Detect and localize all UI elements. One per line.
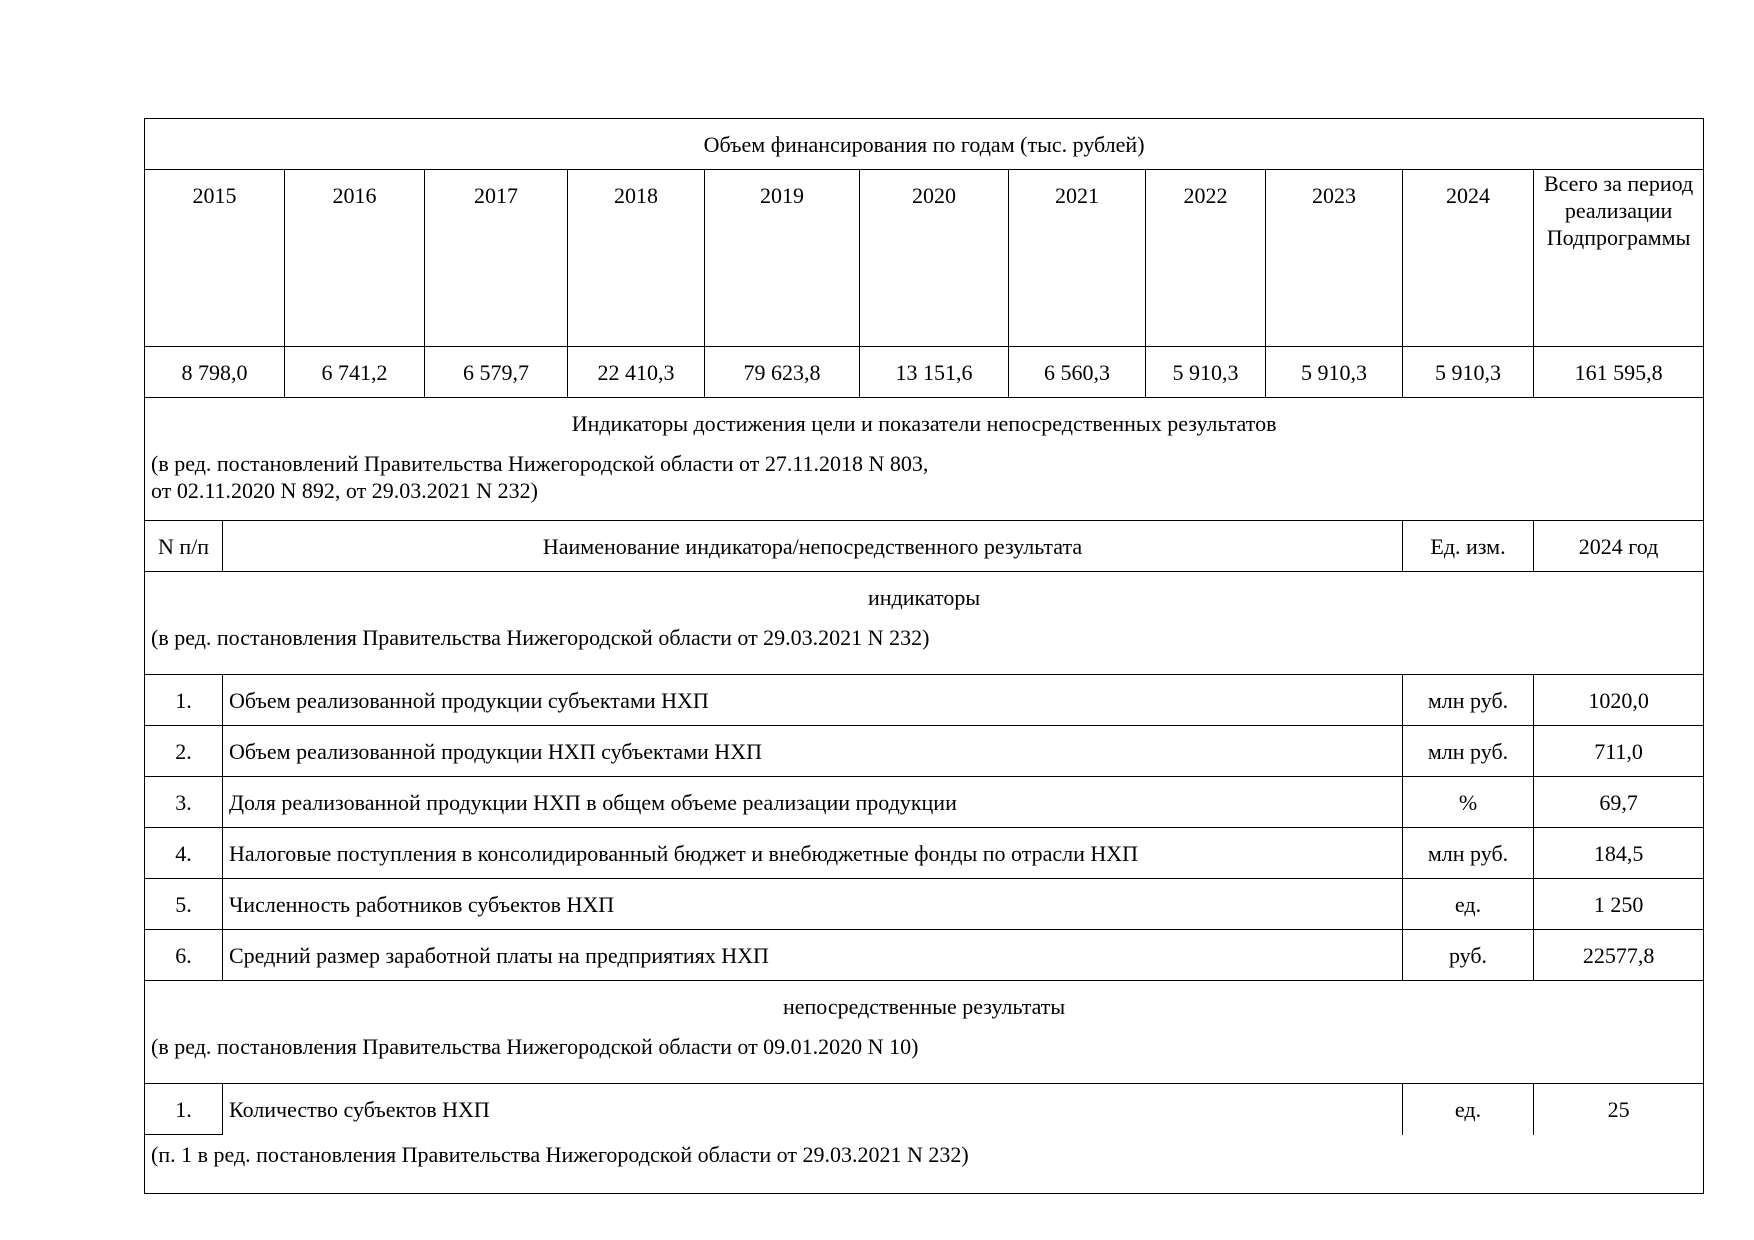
row-value: 69,7: [1534, 777, 1704, 828]
year-value: 13 151,6: [860, 347, 1009, 398]
year-header: 2019: [705, 170, 860, 347]
year-value: 5 910,3: [1266, 347, 1403, 398]
results-tail-note: (п. 1 в ред. постановления Правительства Нижегородской области от 29.03.2021 N 232): [145, 1135, 1704, 1194]
year-value: 6 579,7: [425, 347, 568, 398]
year-value: 5 910,3: [1403, 347, 1534, 398]
results-title: непосредственные результаты: [145, 981, 1704, 1032]
row-unit: %: [1403, 777, 1534, 828]
row-unit: млн руб.: [1403, 675, 1534, 726]
year-header: 2015: [145, 170, 285, 347]
year-header: 2024: [1403, 170, 1534, 347]
results-note: (в ред. постановления Правительства Нижегородской области от 09.01.2020 N 10): [145, 1031, 1704, 1084]
year-header: 2022: [1146, 170, 1266, 347]
year-header: 2018: [568, 170, 705, 347]
year-value: 6 741,2: [285, 347, 425, 398]
note-line: (в ред. постановлений Правительства Нижегородской области от 27.11.2018 N 803,: [151, 451, 929, 476]
col-name-header: Наименование индикатора/непосредственного результата: [223, 521, 1403, 572]
year-value: 8 798,0: [145, 347, 285, 398]
financing-title: Объем финансирования по годам (тыс. рублей): [145, 119, 1704, 170]
note-line: от 02.11.2020 N 892, от 29.03.2021 N 232): [151, 478, 538, 503]
table-row: [145, 930, 1704, 981]
indicators-note: (в ред. постановления Правительства Нижегородской области от 29.03.2021 N 232): [145, 622, 1704, 675]
col-year-header: 2024 год: [1534, 521, 1704, 572]
year-header: 2016: [285, 170, 425, 347]
total-value: 161 595,8: [1534, 347, 1704, 398]
row-unit: ед.: [1403, 1084, 1534, 1135]
total-header: Всего за период реализации Подпрограммы: [1534, 170, 1704, 347]
row-name: Средний размер заработной платы на предприятиях НХП: [223, 930, 1403, 981]
row-name: Налоговые поступления в консолидированный бюджет и внебюджетные фонды по отрасли НХП: [223, 828, 1403, 879]
table-row: [145, 675, 1704, 726]
indicator-columns-header: [145, 521, 1704, 572]
year-header: 2023: [1266, 170, 1403, 347]
year-header: 2020: [860, 170, 1009, 347]
col-num-header: N п/п: [145, 521, 223, 572]
row-unit: ед.: [1403, 879, 1534, 930]
row-value: 1020,0: [1534, 675, 1704, 726]
table-row: [145, 1084, 1704, 1135]
indicators-section-note: [145, 448, 1704, 521]
financing-values-row: [145, 347, 1704, 398]
col-unit-header: Ед. изм.: [1403, 521, 1534, 572]
indicators-title: индикаторы: [145, 572, 1704, 623]
indicators-section-title: Индикаторы достижения цели и показатели непосредственных результатов: [145, 398, 1704, 449]
row-name: Численность работников субъектов НХП: [223, 879, 1403, 930]
row-num: 2.: [145, 726, 223, 777]
row-name: Объем реализованной продукции субъектами НХП: [223, 675, 1403, 726]
row-name: Объем реализованной продукции НХП субъектами НХП: [223, 726, 1403, 777]
row-value: 22577,8: [1534, 930, 1704, 981]
row-num: 4.: [145, 828, 223, 879]
table-row: [145, 879, 1704, 930]
row-unit: млн руб.: [1403, 726, 1534, 777]
row-value: 184,5: [1534, 828, 1704, 879]
row-name: Количество субъектов НХП: [223, 1084, 1403, 1135]
row-unit: млн руб.: [1403, 828, 1534, 879]
row-name: Доля реализованной продукции НХП в общем объеме реализации продукции: [223, 777, 1403, 828]
year-value: 5 910,3: [1146, 347, 1266, 398]
table-row: [145, 726, 1704, 777]
row-num: 1.: [145, 1084, 223, 1135]
table-row: [145, 777, 1704, 828]
year-value: 6 560,3: [1009, 347, 1146, 398]
row-value: 711,0: [1534, 726, 1704, 777]
subprogram-table: [144, 118, 1704, 1194]
year-value: 22 410,3: [568, 347, 705, 398]
row-value: 1 250: [1534, 879, 1704, 930]
row-num: 6.: [145, 930, 223, 981]
year-header: 2017: [425, 170, 568, 347]
row-num: 3.: [145, 777, 223, 828]
row-num: 5.: [145, 879, 223, 930]
row-value: 25: [1534, 1084, 1704, 1135]
financing-years-row: [145, 170, 1704, 347]
row-unit: руб.: [1403, 930, 1534, 981]
year-header: 2021: [1009, 170, 1146, 347]
row-num: 1.: [145, 675, 223, 726]
table-row: [145, 828, 1704, 879]
year-value: 79 623,8: [705, 347, 860, 398]
